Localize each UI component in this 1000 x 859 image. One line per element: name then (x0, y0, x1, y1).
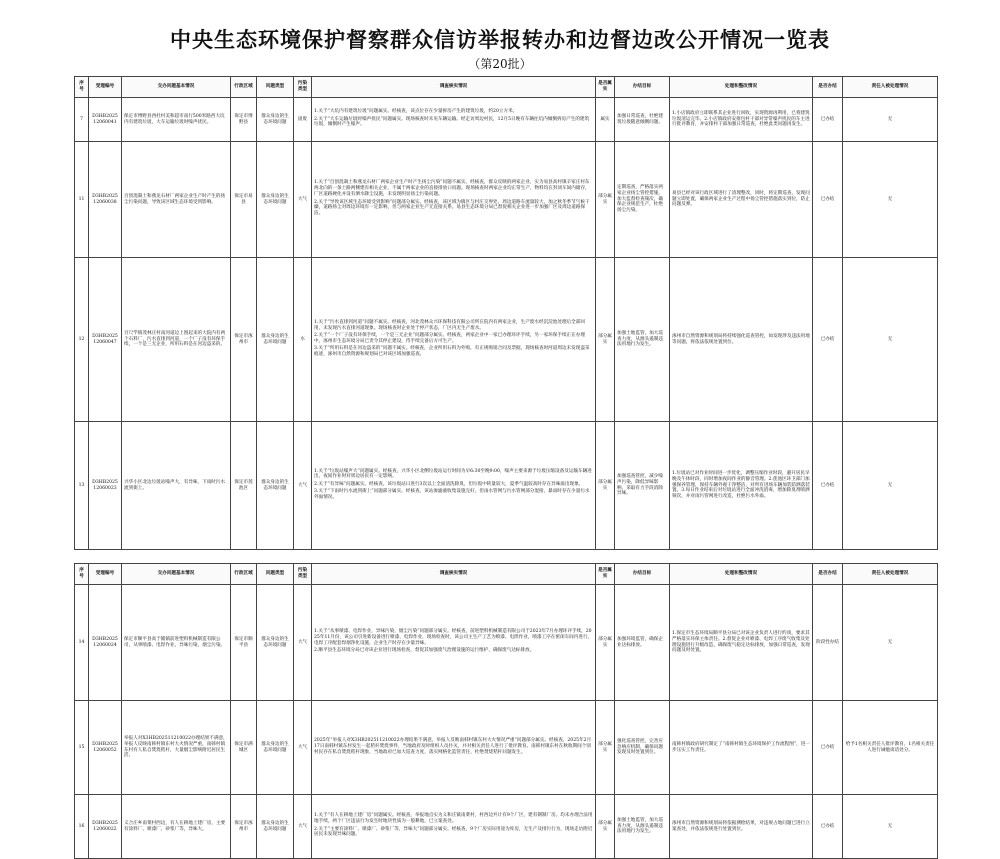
handling-status: 南韩村镇政府研究制定了“南韩村镇生态环境保护工作流程图”，进一步压实工作责任。 (670, 701, 813, 795)
pollution-type: 大气 (294, 585, 312, 701)
issue-summary: 百创混凝土和燕龙石材厂两家企业生产时产生的扬尘污染问题，导致该区域生态环境受到影响。 (122, 142, 231, 258)
region: 保定市涿州市 (231, 258, 257, 422)
accountability: 无 (843, 422, 938, 550)
accountability: 给予1名相关责任人批评教育，1名相关责任人进行诫勉谈话处分。 (843, 701, 938, 795)
investigation-detail (312, 98, 596, 142)
handling-status: 1.保定市生态环境局顺平县分局已对该企业负责人进行约谈，要求其严格落实环保主体责任。2.督促企业对喷漆、电焊工序废气收集及处理设施进行升级改造，确保废气稳定达标排放，加强日常巡查，发现问题及时处置。 (670, 585, 813, 701)
handling-status: 易县已经对该行政区域进行了清理整改，同时，将定期巡查，发现问题立即处置，确保两家企业生产过程中扬尘管控措施落实到位，防止问题反弹。 (670, 142, 813, 258)
region: 保定市博野县 (231, 98, 257, 142)
detail-paragraph: 1.关于“污水直排到河道”问题不属实。经核查，河北茂林众兴环保科技有限公司所在院内有两家企业，生产废水经沉淀池处理后全部回用，未发现污水直排河道现象。现场核查时企业处于停产状态，厂区内无生产废水。 (314, 319, 585, 331)
accountability: 无 (843, 795, 938, 859)
handling-status: 涿州市自然资源和规划局将持续强化巡查管控，如发现涉及违法用地等问题，将依法依规处置到位。 (670, 258, 813, 422)
issue-type: 群众身边的生态环境问题 (257, 795, 294, 859)
row-number: 15 (75, 701, 89, 795)
verified-status: 部分属实 (596, 701, 615, 795)
investigation-detail (312, 422, 596, 550)
column-header: 是否办结 (813, 77, 843, 98)
table-row (75, 585, 938, 701)
detail-paragraph: 2.关于“导致该区域生态环境受到影响”问题部分属实。经核查，该区域为镇区与村庄交界处，周边道路车流量较大，加之秋冬季节气候干燥，道路扬尘对周边环境有一定影响，但与两家企业生产无直接关系。易县生态环境分局已督促相关企业进一步加强厂区及周边道路保洁。 (314, 199, 590, 217)
issue-summary: 举报人对X3HB202511210022办理结果不满意，举报人反映南韩村镇东村大火情况严重，南韩村镇东村有人私自焚烧秸秆，大量烟尘影响附近居民生活。 (122, 701, 231, 795)
issue-type: 群众身边的生态环境问题 (257, 701, 294, 795)
row-number: 12 (75, 258, 89, 422)
column-header: 行政区域 (231, 564, 257, 585)
column-header: 调查核实情况 (312, 564, 596, 585)
column-header: 是否属实 (596, 564, 615, 585)
detail-paragraph: 2.关于“大车运输垃圾时噪声扰民”问题属实。现场核查时未见车辆运输。经走访周边村民，12月5日晚有车辆往坑内倾倒拆房产生的建筑垃圾，倾倒时产生噪声。 (314, 116, 590, 128)
investigation-detail (312, 701, 596, 795)
row-number: 7 (75, 98, 89, 142)
row-number: 13 (75, 422, 89, 550)
column-header: 办结目标 (615, 77, 670, 98)
resolution-goal: 加强巡查管控，减少噪声污染，降低异味影响，采取有力手段消除异味。 (615, 422, 670, 550)
column-header: 行政区域 (231, 77, 257, 98)
detail-paragraph: 2.关于“一个厂子没有环保手续，一个是三无企业”问题部分属实。经核查，两家企业中一家已办理环评手续，另一家环保手续正在办理中，涿州市生态环境分局已责令其停止建设，待手续完备后方可生产。 (314, 332, 585, 344)
handling-status: 1.小店镇政府立即联系其企业进行回收，实现资源再利用，已将建筑垃圾清运完毕。2.小店镇政府安排包村干部对异常噪声扰民的车主进行批评教育，并安排村干部加强日常巡查，杜绝此类问题再发生。 (670, 98, 813, 142)
page-title: 中央生态环境保护督察群众信访举报转办和边督边改公开情况一览表 (170, 27, 830, 52)
issue-type: 群众身边的生态环境问题 (257, 142, 294, 258)
table-row (75, 98, 938, 142)
column-header: 序号 (75, 77, 89, 98)
verified-status: 部分属实 (596, 795, 615, 859)
resolution-goal: 强化巡查管控，完善应急响应机制，确保问题发现及时处置到位。 (615, 701, 670, 795)
detail-paragraph: 2.关于“主要有涂料厂、喷漆厂、砂浆厂等，异味大”问题部分属实。经核查，9个厂房实际用途为库房，无生产及排污行为，现场走访附近居民未发现异味问题。 (314, 826, 593, 838)
column-header: 问题类型 (257, 564, 294, 585)
investigation-detail (312, 258, 596, 422)
pollution-type: 大气 (294, 795, 312, 859)
pollution-type: 大气 (294, 422, 312, 550)
column-header: 办结目标 (615, 564, 670, 585)
pollution-type: 大气 (294, 701, 312, 795)
resolution-goal: 加强土地监管，加大巡查力度，从源头遏制违法用地行为发生。 (615, 795, 670, 859)
row-number: 11 (75, 142, 89, 258)
column-header: 交办问题基本情况 (122, 77, 231, 98)
verified-status: 部分属实 (596, 422, 615, 550)
table-page-2 (74, 563, 938, 859)
region: 保定市莲池区 (231, 422, 257, 550)
closed-status: 已办结 (813, 98, 843, 142)
receipt-code: D3HB202512060052 (89, 701, 122, 795)
resolution-goal: 定期巡查，严格落实两家企业扬尘管控措施，加大监督检查频次，确保企业规范生产，杜绝扬尘污染。 (615, 142, 670, 258)
row-number: 16 (75, 795, 89, 859)
table-row (75, 795, 938, 859)
accountability: 无 (843, 142, 938, 258)
resolution-goal: 加强环境监管，确保企业达标排放。 (615, 585, 670, 701)
handling-status: 1.垃圾站已对作业时间进一步优化，调整压缩作业时段，避开居民早晚及午休时段，同时增加夜间作业的静音管理。2.莲池区环卫部门加强保养管理，保持车辆外观干净整洁，对所有进场车辆加装防洒落装置。3.每日作业结束后对垃圾站进行全面冲洗消毒，增加除臭剂喷洒频次，并对雨污管网进行改造，杜绝污水外溢。 (670, 422, 813, 550)
column-header: 受理编号 (89, 77, 122, 98)
region: 保定市满城区 (231, 701, 257, 795)
issue-type: 群众身边的生态环境问题 (257, 258, 294, 422)
issue-summary: 保定市顺平县高于铺镇前进塑料机械制造有限公司，从事喷漆、电焊作业，异味污染，烟尘污染。 (122, 585, 231, 701)
table-header (75, 77, 938, 98)
accountability: 无 (843, 585, 938, 701)
detail-paragraph: 1.关于“从事喷漆、电焊作业，异味污染，烟尘污染”问题部分属实。经核查，前进塑料机械制造有限公司于2023年7月办理环评手续，2025年11月份，该公司引进新设备进行喷漆、电焊作业，现场检查时，该公司主生产工艺为喷漆、电焊作业，喷漆工序在密闭车间内进行，电焊工序配套焊烟净化设施，企业生产时存在少量异味。 (314, 629, 593, 646)
table-page-1 (74, 76, 938, 550)
receipt-code: D3HB202512060038 (89, 142, 122, 258)
row-number: 14 (75, 585, 89, 701)
detail-paragraph: 2.关于“有异味”问题属实。经核查，该垃圾站日进行3次以上全面清洗除臭，但垃圾中转量较大，夏季气温较高时存在异味溢出现象。 (314, 481, 584, 487)
column-header: 序号 (75, 564, 89, 585)
issue-summary: 义合庄乡南菜村西边，有人在耕地上建厂房，主要有涂料厂、喷漆厂、砂浆厂等，异味大。 (122, 795, 231, 859)
resolution-goal: 加强土地监管，加大巡查力度，从源头遏制违法用地行为发生。 (615, 258, 670, 422)
column-header: 处理和整改情况 (670, 564, 813, 585)
column-header: 交办问题基本情况 (122, 564, 231, 585)
region: 保定市涿州市 (231, 795, 257, 859)
pollution-type: 水 (294, 258, 312, 422)
handling-status: 涿州市自然资源和规划局将依据测绘结果，对违规占地问题已进行立案查处，并依法依规进行处置到位。 (670, 795, 813, 859)
region: 保定市易县 (231, 142, 257, 258)
column-header: 问题类型 (257, 77, 294, 98)
column-header: 责任人被处理情况 (843, 564, 938, 585)
table-header (75, 564, 938, 585)
column-header: 调查核实情况 (312, 77, 596, 98)
column-header: 是否办结 (813, 564, 843, 585)
detail-paragraph: 3.关于“所用石料是在河边盗采的”问题不属实。经核查，企业所用石料为外购，有正规购销合同及票据，现场核查时河道周边未发现盗采痕迹，涿州市自然资源和规划局已对该区域加强巡查。 (314, 346, 590, 357)
investigation-detail (312, 585, 596, 701)
issue-type: 群众身边的生态环境问题 (257, 422, 294, 550)
verified-status: 部分属实 (596, 142, 615, 258)
issue-type: 群众身边的生态环境问题 (257, 585, 294, 701)
receipt-code: D3HB202512060047 (89, 258, 122, 422)
column-header: 污染类型 (294, 564, 312, 585)
pollution-type: 大气 (294, 142, 312, 258)
column-header: 是否属实 (596, 77, 615, 98)
accountability: 无 (843, 98, 938, 142)
verified-status: 属实 (596, 98, 615, 142)
table-row (75, 701, 938, 795)
pollution-type: 固废 (294, 98, 312, 142)
resolution-goal: 加强日常巡查，杜绝建筑垃圾随意倾倒问题。 (615, 98, 670, 142)
issue-summary: 兴华小区北边垃圾站噪声大，有异味，下雨时污水流到街上。 (122, 422, 231, 550)
closed-status: 已办结 (813, 795, 843, 859)
receipt-code: D3HB202512060041 (89, 98, 122, 142)
investigation-detail (312, 795, 596, 859)
region: 保定市顺平县 (231, 585, 257, 701)
detail-paragraph: 1.关于“百创混凝土和燕龙石材厂两家企业生产时产生扬尘污染”问题不属实。经核查，群众反映的两家企业，实为易县高村镇辛家庄村东两北向的一条土路两侧建有相关企业，不属于两家企业的直接排放口问题。现场核查时两家企业均正常生产，物料均在封闭车间内储存，厂区道路硬化并设有洒水降尘设施，未发现明显扬尘污染问题。 (314, 180, 590, 198)
receipt-code: D3HB202512060024 (89, 585, 122, 701)
table-row (75, 142, 938, 258)
detail-paragraph: 1.关于“大坑内有建筑垃圾”问题属实。经核查，该点位存在少量拆房产生的建筑垃圾，约20立方米。 (314, 109, 518, 115)
column-header: 污染类型 (294, 77, 312, 98)
column-header: 处理和整改情况 (670, 77, 813, 98)
closed-status: 已办结 (813, 142, 843, 258)
issue-type: 群众身边的生态环境问题 (257, 98, 294, 142)
column-header: 责任人被处理情况 (843, 77, 938, 98)
closed-status: 已办结 (813, 701, 843, 795)
closed-status: 阶段性办结 (813, 585, 843, 701)
investigation-detail (312, 142, 596, 258)
verified-status: 部分属实 (596, 585, 615, 701)
receipt-code: D3HB202512060022 (89, 795, 122, 859)
detail-paragraph: 3.关于“下雨时污水流到街上”问题部分属实。经核查，该站渗滤液收集设施完好，但雨水管网与污水管网部分混接，暴雨时存在少量污水外溢情况。 (314, 489, 590, 501)
verified-status: 部分属实 (596, 258, 615, 422)
detail-paragraph: 1.关于“垃圾站噪声大”问题属实。经核查，兴华小区北侧垃圾站运行时间为早6:30至晚9:00，噪声主要来源于垃圾压缩设备及运输车辆进出，夜间作业时对周边居民有一定影响。 (314, 468, 592, 480)
closed-status: 已办结 (813, 422, 843, 550)
issue-summary: 百尺竿镇茂林庄村南河道边上围起来的大院内有两个石料厂，污水直排到河道，一个厂子没有环保手续，一个是三无企业，所用石料是在河边盗采的。 (122, 258, 231, 422)
closed-status: 已办结 (813, 258, 843, 422)
accountability: 无 (843, 258, 938, 422)
issue-summary: 保定市博野县西杜村美和超市南行500米路西大坑内有建筑垃圾，大车运输垃圾时噪声扰民。 (122, 98, 231, 142)
table-row (75, 422, 938, 550)
detail-paragraph: 1.关于“有人在耕地上建厂房”问题属实。经核查，举报地点实为义和庄镇南菜村，村西边共计有9个厂区，建有钢制厂房。均未办理合法用地手续，两个厂区违法行为发生时地块性质为一般耕地，已立案查处。 (314, 813, 593, 825)
detail-paragraph: 2025年“举报人对X3HB202511210022办理结果不满意，举报人反映南韩村镇东村大火情况严重”问题部分属实。经核查，2025年2月17日南韩村镇东村发生一起秸秆焚烧事件，当地政府及时组织人员扑灭，并对相关责任人进行了批评教育。南韩村镇东村在秋收期间个别村民存在私自焚烧秸秆现象，当地政府已加大巡查力度，落实网格化监管责任，杜绝焚烧秸秆问题发生。 (314, 737, 592, 755)
table-row (75, 258, 938, 422)
detail-paragraph: 2.顺平县生态环境分局已对该企业进行现场检查，督促其加强废气治理设施的运行维护，确保废气达标排放。 (314, 648, 535, 654)
column-header: 受理编号 (89, 564, 122, 585)
receipt-code: D3HB202512060023 (89, 422, 122, 550)
page-subtitle: （第20批） (468, 57, 532, 71)
